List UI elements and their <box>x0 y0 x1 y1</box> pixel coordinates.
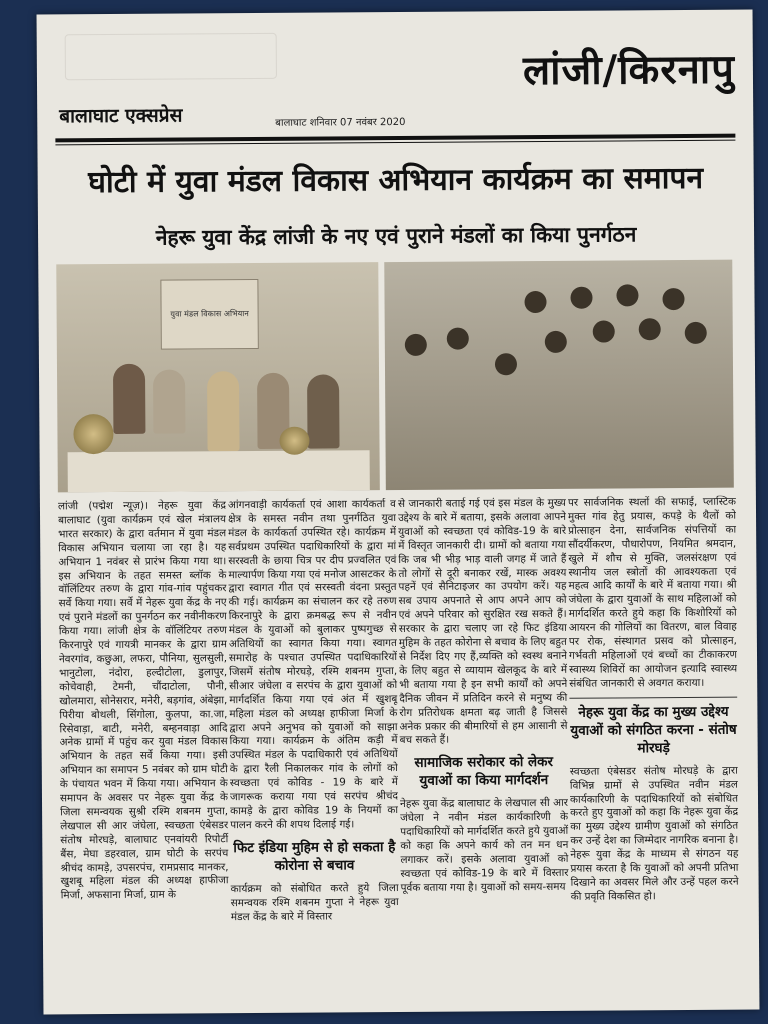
flower-bouquet <box>73 414 113 454</box>
table-cloth <box>68 450 370 492</box>
newspaper-page <box>37 10 760 1015</box>
column-text: नेहरू युवा केंद्र बालाघाट के लेखपाल सी आर जंघेला ने नवीन मंडल कार्यकारिणी के पदाधिकारियों को मार्गदर्शित करते हुये युवाओं को कहा कि अपने कार्य को तन मन धन लगाकर करें। इसके अलावा युवाओं को स्वच्छता एवं कोविड-19 के बारे में विस्तार पूर्वक बताया गया है। युवाओं को समय-समय <box>399 797 569 894</box>
audience-member <box>495 353 517 375</box>
person-figure <box>207 371 240 451</box>
faint-logo <box>65 33 277 80</box>
photo-audience <box>384 260 734 490</box>
headline: घोटी में युवा मंडल विकास अभियान कार्यक्रम का समापन <box>88 160 704 201</box>
subheading-fit-india: फिट इंडिया मुहिम से हो सकता है कोरोना से बचाव <box>233 838 396 874</box>
dateline: बालाघाट शनिवार 07 नवंबर 2020 <box>275 116 406 129</box>
audience-member <box>639 318 661 340</box>
audience-member <box>685 322 707 344</box>
column-text: पर सार्वजनिक स्थलों की सफाई, प्लास्टिक मुक्त गांव हेतु प्रयास, कपड़े के थैलों को प्रोत्साहन देना, सार्वजनिक संपत्तियों का सौंदर्यीकरण, पौधारोपण, नियमित श्रमदान, खुले में शौच से मुक्ति, जलसंरक्षण एवं स्थानीय जल स्त्रोतों की आवश्यकता एवं महत्व आदि कार्यों के बारे में बताया गया। श्री जंघेला के द्वारा युवाओं के साथ महिलाओं को मार्गदर्शित करते हुये कहा कि किशोरियों को आयरन की गोलियों का वितरण, बाल विवाह पर रोक, संस्थागत प्रसव को प्रोत्साहन, गर्भवती महिलाओं एवं बच्चों का टीकाकरण स्वास्थ्य शिविरों का आयोजन इत्यादि स्वास्थ्य संबंधित जानकारी से अवगत कराया। <box>567 495 738 690</box>
audience-member <box>447 328 469 350</box>
person-figure <box>113 364 145 434</box>
audience-member <box>405 334 427 356</box>
audience-member <box>662 288 684 310</box>
section-heading: लांजी/किरनापु <box>522 46 736 95</box>
subheading-social: सामाजिक सरोकार को लेकर युवाओं का किया मार्गदर्शन <box>414 754 554 790</box>
audience-member <box>570 287 592 309</box>
column-text: कार्यक्रम को संबोधित करते हुये जिला समन्वयक रश्मि शबनम गुप्ता ने नेहरू युवा मंडल केंद्र के बारे में विस्तार <box>230 881 399 923</box>
article-column-3 <box>398 497 570 1004</box>
column-text: लांजी (पद्मेश न्यूज़)। नेहरू युवा केंद्र बालाघाट (युवा कार्यक्रम एवं खेल मंत्रालय भारत सरकार) के द्वारा वर्तमान में युवा मंडल विकास अभियान चलाया जा रहा है। यह अभियान 1 नवंबर से प्रारंभ किया गया था। इस अभियान के तहत समस्त ब्लॉक के वॉलिंटियर तरुण के द्वारा गांव-गांव पहुंचकर सर्वे किया गया। सर्वे में नेहरू युवा केंद्र के नए एवं पुराने मंडलों का पुनर्गठन कर नवीनीकरण किया गया। लांजी क्षेत्र के वॉलिंटियर तरुण किरनापुरे एवं गायत्री मानकर के द्वारा ग्राम नेवरगांव, कछुआ, लफरा, पौनिया, सुलसुली, भानुटोला, नंदोरा, हल्दीटोला, डुलापुर, कोचेवाही, टेमनी, चौंदाटोला, पौनी, खोलमारा, सोनेसरार, मनेरी, बड़गांव, अंबेझा, पिरीया बोथली, सिंगोला, कुलपा, का.जा, रिसेवाड़ा, बाटी, मनेरी, बम्हनवाड़ा आदि अनेक ग्रामों में पहुंच कर युवा मंडल विकास अभियान के तहत सर्वे किया गया। इसी अभियान का समापन 5 नवंबर को ग्राम घोटी के पंचायत भवन में किया गया। अभियान के समापन के अवसर पर नेहरू युवा केंद्र के जिला समन्वयक सुश्री रश्मि शबनम गुप्ता, लेखपाल सी आर जंघेला, स्वच्छता एंबेसडर संतोष मोरघड़े, बालाघाट एनवांयरी रिपोर्टी बैंस, मेघा डहरवाल, ग्राम घोटी के सरपंच श्रीचंद कामड़े, उपसरपंच, रामप्रसाद मानकर, खुशबू महिला मंडल की अध्यक्ष हाफीजा मिर्जा, अफसाना मिर्जा, ग्राम के <box>57 499 229 902</box>
column-text: स्वच्छता एंबेसडर संतोष मोरघड़े के द्वारा विभिन्न ग्रामों से उपस्थित नवीन मंडल कार्यकारिणी के पदाधिकारियों को संबोधित करते हुए युवाओं को कहा कि नेहरू युवा केंद्र का मुख्य उद्देश्य ग्रामीण युवाओं को संगठित कर उन्हें देश का जिम्मेदार नागरिक बनाना है। नेहरू युवा केंद्र के माध्यम से संगठन यह प्रयास करता है कि युवाओं को अपनी प्रतिभा दिखाने का अवसर मिले और उन्हें पहल करने की प्रवृति विकसित हो। <box>569 764 739 903</box>
photo-stage <box>56 262 380 492</box>
photo-banner: युवा मंडल विकास अभियान <box>160 279 258 350</box>
column-text: आंगनवाड़ी कार्यकर्ता एवं आशा कार्यकर्ता व क्षेत्र के समस्त नवीन तथा पुनर्गठित युवा मंडल के कार्यकर्ता उपस्थित रहे। कार्यक्रम में सर्वप्रथम उपस्थित पदाधिकारियों के द्वारा मां सरस्वती के छाया चित्र पर दीप प्रज्वलित एवं माल्यार्पण किया गया एवं मनोज आसटकर के द्वारा स्वागत गीत एवं सरस्वती वंदना प्रस्तुत की गई। कार्यक्रम का संचालन कर रहे तरुण किरनापुरे के द्वारा क्रमबद्ध रूप से नवीन मंडल के युवाओं को बुलाकर पुष्पगुच्छ से अतिथियों का स्वागत किया गया। स्वागत समारोह के पश्चात उपस्थित पदाधिकारियों जिसमें संतोष मोरघड़े, रश्मि शबनम गुप्ता, सीआर जंघेला व सरपंच के द्वारा युवाओं को मार्गदर्शित किया गया एवं अंत में खुशबू महिला मंडल को अध्यक्ष हाफीजा मिर्जा के द्वारा अपने अनुभव को युवाओं को साझा किया गया। कार्यक्रम के अंतिम कड़ी में उपस्थित मंडल के पदाधिकारी एवं अतिथियों के द्वारा रैली निकालकर गांव के लोगों को स्वच्छता एवं कोविड - 19 के बारे में जागरूक कराया गया एवं सरपंच श्रीचंद कामड़े के द्वारा कोविड 19 के नियमों का पालन करने की शपथ दिलाई गई। <box>227 498 399 832</box>
subheading-objective: नेहरू युवा केंद्र का मुख्य उद्देश्य युवाओं को संगठित करना - संतोष मोरघड़े <box>569 696 737 757</box>
audience-member <box>616 284 638 306</box>
person-figure <box>307 374 340 448</box>
masthead: बालाघाट एक्सप्रेस <box>59 104 183 128</box>
person-figure <box>153 369 185 433</box>
audience-member <box>545 331 567 353</box>
article-column-4 <box>568 496 740 1003</box>
subheadline: नेहरू युवा केंद्र लांजी के नए एवं पुराने मंडलों का किया पुनर्गठन <box>155 222 637 250</box>
column-text: से जानकारी बताई गई एवं इस मंडल के मुख्य उद्देश्य के बारे में बताया, इसके अलावा आपने युवाओं को स्वच्छता एवं कोविड-19 के बारे में विस्तृत जानकारी दी। ग्रामों को बताया गया कि जब भी भीड़ भाड़ वाली जगह में जाते हैं तो लोगों से दूरी बनाकर रखें, मास्क अवश्य पहनें एवं सैनिटाइजर का उपयोग करें। यह सब उपाय अपनाते से आप अपने आप को एवं अपने परिवार को सुरक्षित रख सकते हैं। सरकार के द्वारा चलाए जा रहे फिट इंडिया मुहिम के तहत कोरोना से बचाव के लिए बहुत से निर्देश दिए गए हैं,व्यक्ति को स्वस्थ बनाने के लिए बहुत से व्यायाम खेलकूद के बारे में भी बताया गया है इन सभी कार्यों को अपने दैनिक जीवन में प्रतिदिन करने से मनुष्य की रोग प्रतिरोधक क्षमता बढ़ जाती है जिससे अनेक प्रकार की बीमारियों से हम आसानी से बच सकते हैं। <box>397 496 568 747</box>
flower-bouquet <box>279 427 309 455</box>
article-body <box>58 496 742 1007</box>
article-column-2 <box>228 498 400 1005</box>
audience-member <box>524 291 546 313</box>
audience-member <box>593 320 615 342</box>
article-column-1 <box>58 499 230 1006</box>
